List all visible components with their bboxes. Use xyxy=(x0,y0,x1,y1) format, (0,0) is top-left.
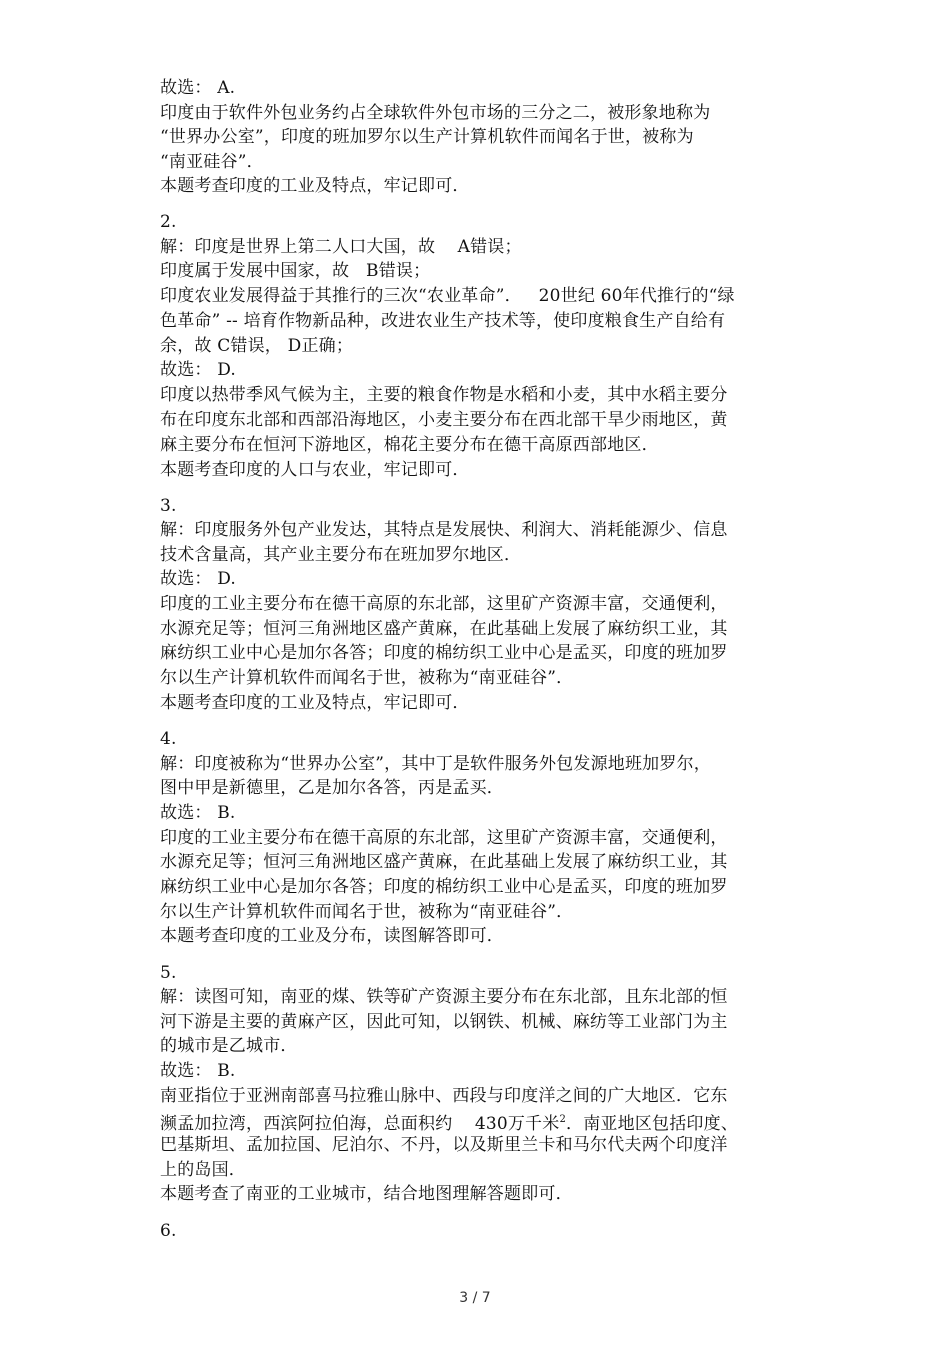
text-segment: 濒孟加拉湾，西滨阿拉伯海，总面积约 430万千米 xyxy=(160,1114,560,1134)
text-line: 故选： A. xyxy=(160,78,236,98)
text-line: 解：读图可知，南亚的煤、铁等矿产资源主要分布在东北部，且东北部的恒 xyxy=(160,987,728,1007)
question-number: 5. xyxy=(160,963,177,983)
text-line: 印度由于软件外包业务约占全球软件外包市场的三分之二，被形象地称为 xyxy=(160,103,711,123)
question-number: 6. xyxy=(160,1221,177,1241)
text-line: 水源充足等；恒河三角洲地区盛产黄麻，在此基础上发展了麻纺织工业，其 xyxy=(160,619,728,639)
superscript: 2 xyxy=(559,1114,567,1125)
text-line: 尔以生产计算机软件而闻名于世，被称为“南亚硅谷”． xyxy=(160,668,574,688)
text-line: 故选： B. xyxy=(160,1061,236,1081)
question-number: 3. xyxy=(160,496,177,516)
text-line: 河下游是主要的黄麻产区，因此可知，以钢铁、机械、麻纺等工业部门为主 xyxy=(160,1012,728,1032)
text-line: 印度的工业主要分布在德干高原的东北部，这里矿产资源丰富，交通便利， xyxy=(160,594,728,614)
text-line: 余，故 C错误， D正确； xyxy=(160,336,354,356)
text-line: 布在印度东北部和西部沿海地区，小麦主要分布在西北部干旱少雨地区，黄 xyxy=(160,410,728,430)
text-line: 南亚指位于亚洲南部喜马拉雅山脉中、西段与印度洋之间的广大地区．它东 xyxy=(160,1086,728,1106)
text-line: 麻主要分布在恒河下游地区，棉花主要分布在德干高原西部地区． xyxy=(160,435,659,455)
text-line: 本题考查印度的工业及分布，读图解答即可． xyxy=(160,926,504,946)
text-line: 解：印度是世界上第二人口大国，故 A错误； xyxy=(160,237,522,257)
text-segment: ．南亚地区包括印度、 xyxy=(566,1114,739,1134)
text-line: 色革命” -- 培育作物新品种，改进农业生产技术等，使印度粮食生产自给有 xyxy=(160,311,726,331)
text-line: 麻纺织工业中心是加尔各答；印度的棉纺织工业中心是孟买，印度的班加罗 xyxy=(160,643,728,663)
text-line: 故选： B. xyxy=(160,803,236,823)
text-line: “世界办公室”，印度的班加罗尔以生产计算机软件而闻名于世，被称为 xyxy=(160,127,694,147)
text-line: 麻纺织工业中心是加尔各答；印度的棉纺织工业中心是孟买，印度的班加罗 xyxy=(160,877,728,897)
text-line: 巴基斯坦、孟加拉国、尼泊尔、不丹，以及斯里兰卡和马尔代夫两个印度洋 xyxy=(160,1135,728,1155)
page-number: 3 / 7 xyxy=(459,1290,491,1306)
text-line: 印度以热带季风气候为主，主要的粮食作物是水稻和小麦，其中水稻主要分 xyxy=(160,385,728,405)
text-line: 水源充足等；恒河三角洲地区盛产黄麻，在此基础上发展了麻纺织工业，其 xyxy=(160,852,728,872)
text-line: 解：印度被称为“世界办公室”，其中丁是软件服务外包发源地班加罗尔， xyxy=(160,754,711,774)
text-line: 本题考查印度的工业及特点，牢记即可． xyxy=(160,693,470,713)
text-line: 本题考查了南亚的工业城市，结合地图理解答题即可． xyxy=(160,1184,573,1204)
text-line-with-superscript xyxy=(160,1108,738,1136)
text-line: 解：印度服务外包产业发达，其特点是发展快、利润大、消耗能源少、信息 xyxy=(160,520,728,540)
text-line: 故选： D. xyxy=(160,360,237,380)
text-line: 印度农业发展得益于其推行的三次“农业革命”． 20世纪 60年代推行的“绿 xyxy=(160,286,735,306)
text-line: 上的岛国． xyxy=(160,1160,246,1180)
question-number: 2. xyxy=(160,212,177,232)
text-line: “南亚硅谷”． xyxy=(160,152,264,172)
text-line: 尔以生产计算机软件而闻名于世，被称为“南亚硅谷”． xyxy=(160,902,574,922)
text-line: 本题考查印度的工业及特点，牢记即可． xyxy=(160,176,470,196)
text-line: 印度的工业主要分布在德干高原的东北部，这里矿产资源丰富，交通便利， xyxy=(160,828,728,848)
text-line: 图中甲是新德里，乙是加尔各答，丙是孟买． xyxy=(160,778,504,798)
text-line: 本题考查印度的人口与农业，牢记即可． xyxy=(160,460,470,480)
text-line: 故选： D. xyxy=(160,569,237,589)
text-line: 印度属于发展中国家，故 B错误； xyxy=(160,261,431,281)
question-number: 4. xyxy=(160,729,177,749)
text-line: 的城市是乙城市． xyxy=(160,1036,298,1056)
text-line: 技术含量高，其产业主要分布在班加罗尔地区． xyxy=(160,545,522,565)
